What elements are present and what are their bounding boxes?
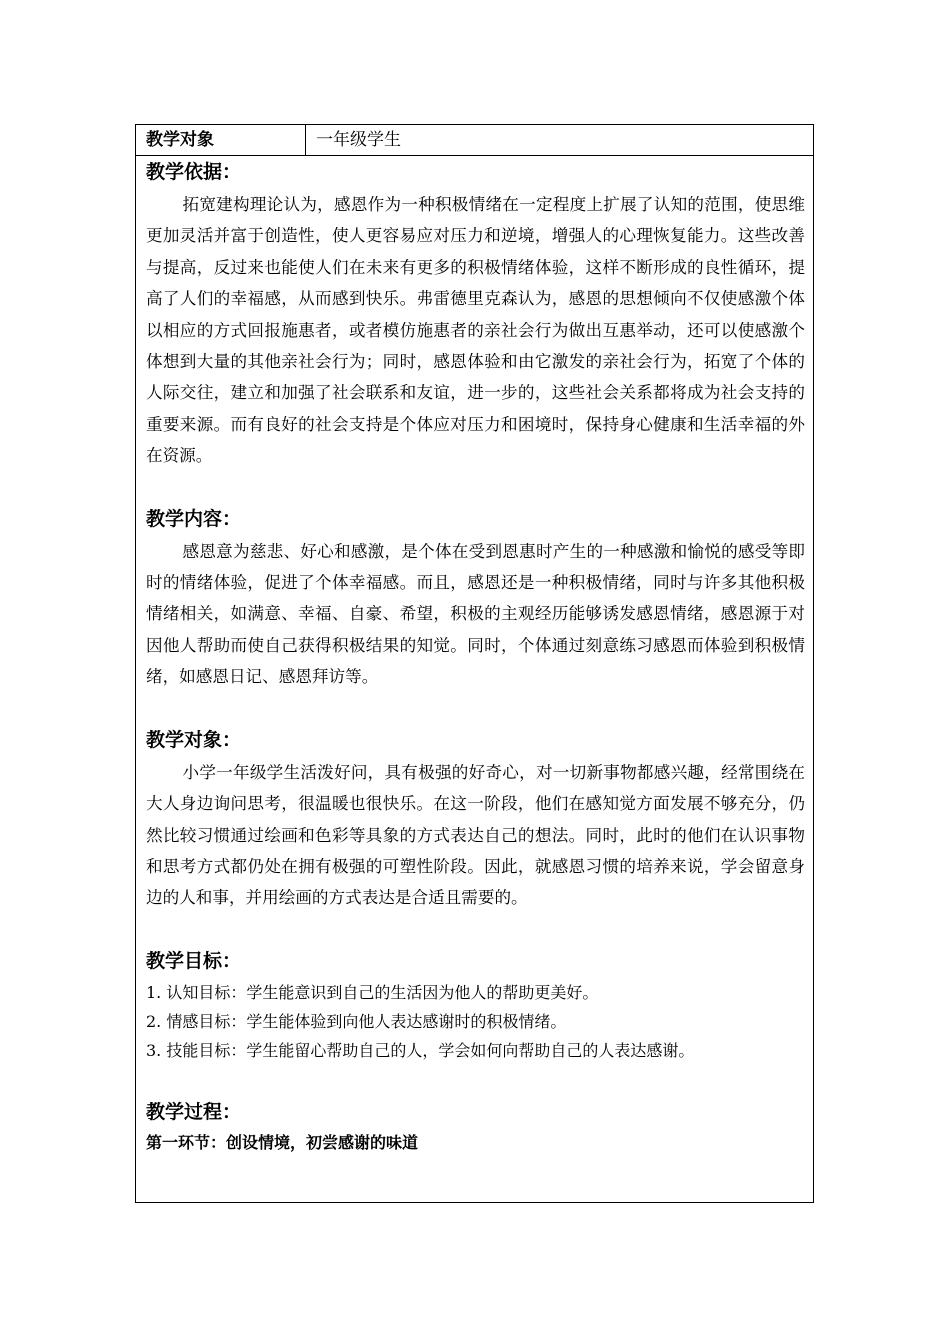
basis-paragraph: 拓宽建构理论认为，感恩作为一种积极情绪在一定程度上扩展了认知的范围，使思维更加灵活并富于创造性，使人更容易应对压力和逆境，增强人的心理恢复能力。这些改善与提高，反过来也能使人们在未来有更多的积极情绪体验，这样不断形成的良性循环，提高了人们的幸福感，从而感到快乐。弗雷德里克森认为，感恩的思想倾向不仅使感激个体以相应的方式回报施惠者，或者模仿施惠者的亲社会行为做出互惠举动，还可以使感激个体想到大量的其他亲社会行为；同时，感恩体验和由它激发的亲社会行为，拓宽了个体的人际交往，建立和加强了社会联系和友谊，进一步的，这些社会关系都将成为社会支持的重要来源。而有良好的社会支持是个体应对压力和困境时，保持身心健康和生活幸福的外在资源。 xyxy=(146,195,805,466)
basis-heading: 教学依据： xyxy=(146,161,242,183)
audience-label: 教学对象 xyxy=(136,125,306,155)
goals-list xyxy=(146,978,805,1065)
lesson-body xyxy=(136,156,813,1202)
lesson-plan-table xyxy=(135,124,814,1203)
goals-heading: 教学目标： xyxy=(146,949,242,972)
goal-item: 3. 技能目标：学生能留心帮助自己的人，学会如何向帮助自己的人表达感谢。 xyxy=(146,1040,695,1060)
audience-row xyxy=(136,125,813,156)
process-heading: 教学过程： xyxy=(146,1100,242,1123)
goal-item: 2. 情感目标：学生能体验到向他人表达感谢时的积极情绪。 xyxy=(146,1011,567,1031)
process-step-1: 第一环节：创设情境，初尝感谢的味道 xyxy=(146,1132,419,1152)
audience-value: 一年级学生 xyxy=(316,130,401,150)
content-paragraph: 感恩意为慈悲、好心和感激，是个体在受到恩惠时产生的一种感激和愉悦的感受等即时的情绪体验，促进了个体幸福感。而且，感恩还是一种积极情绪，同时与许多其他积极情绪相关，如满意、幸福、自豪、希望，积极的主观经历能够诱发感恩情绪，感恩源于对因他人帮助而使自己获得积极结果的知觉。同时，个体通过刻意练习感恩而体验到积极情绪，如感恩日记、感恩拜访等。 xyxy=(146,541,805,687)
audience-paragraph: 小学一年级学生活泼好问，具有极强的好奇心，对一切新事物都感兴趣，经常围绕在大人身边询问思考，很温暖也很快乐。在这一阶段，他们在感知觉方面发展不够充分，仍然比较习惯通过绘画和色彩等具象的方式表达自己的想法。同时，此时的他们在认识事物和思考方式都仍处在拥有极强的可塑性阶段。因此，就感恩习惯的培养来说，学会留意身边的人和事，并用绘画的方式表达是合适且需要的。 xyxy=(146,762,805,908)
goal-item: 1. 认知目标：学生能意识到自己的生活因为他人的帮助更美好。 xyxy=(146,982,599,1002)
audience-heading: 教学对象： xyxy=(146,728,242,751)
content-heading: 教学内容： xyxy=(146,507,242,530)
